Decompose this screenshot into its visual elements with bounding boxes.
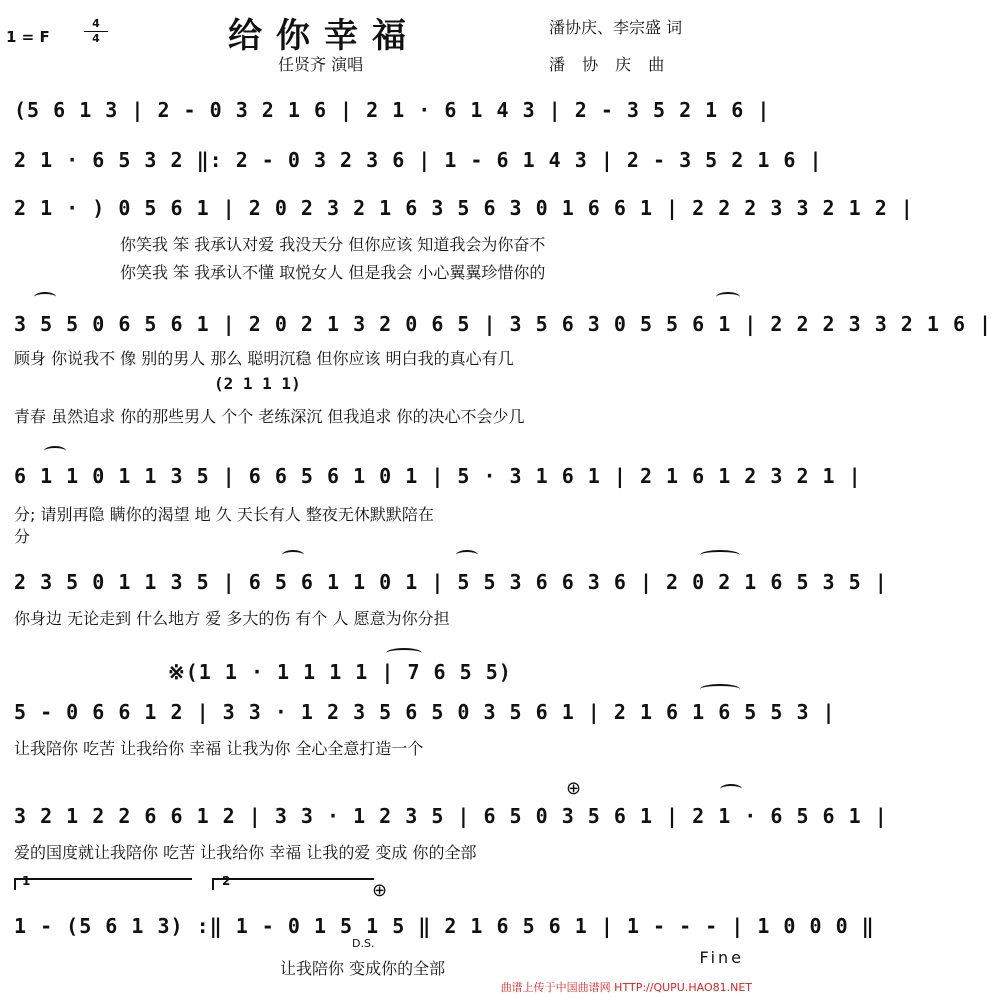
lyrics-line-5b: 分 <box>14 527 31 546</box>
time-signature-top: 4 <box>92 17 100 30</box>
volta-2-bracket <box>212 878 374 890</box>
lyrics-line-5a: 分; 请别再隐 瞒你的渴望 地 久 天长有人 整夜无休默默陪在 <box>14 505 434 524</box>
lyrics-line-4-variant: (2 1 1 1) <box>214 374 301 393</box>
tie-arc <box>456 550 478 560</box>
coda-icon: ⊕ <box>566 778 582 799</box>
score-line-7: 5 - 0 6 6 1 2 | 3 3 · 1 2 3 5 6 5 0 3 5 6 1 | 2 1 6 1 6 5 5 3 | <box>14 700 836 724</box>
tie-arc <box>716 292 740 302</box>
tie-arc <box>282 550 304 560</box>
score-line-9: 1 - (5 6 1 3) :‖ 1 - 0 1 5 1 5 ‖ 2 1 6 5 6 1 | 1 - - - | 1 0 0 0 ‖ <box>14 914 875 938</box>
lyrics-line-6: 你身边 无论走到 什么地方 爱 多大的伤 有个 人 愿意为你分担 <box>14 609 450 628</box>
tie-arc <box>720 784 742 794</box>
volta-1-bracket <box>14 878 192 890</box>
singer: 任贤齐 演唱 <box>278 55 364 74</box>
tie-arc <box>44 446 66 456</box>
volta-2-label: 2 <box>222 874 231 888</box>
tie-arc <box>700 550 740 560</box>
score-line-4: 3 5 5 0 6 5 6 1 | 2 0 2 1 3 2 0 6 5 | 3 5 6 3 0 5 5 6 1 | 2 2 2 3 3 2 1 6 | <box>14 312 992 336</box>
lyrics-line-3b: 你笑我 笨 我承认不懂 取悦女人 但是我会 小心翼翼珍惜你的 <box>120 263 546 282</box>
score-line-3: 2 1 · ) 0 5 6 1 | 2 0 2 3 2 1 6 3 5 6 3 0 1 6 6 1 | 2 2 2 3 3 2 1 2 | <box>14 196 914 220</box>
score-line-6: 2 3 5 0 1 1 3 5 | 6 5 6 1 1 0 1 | 5 5 3 6 6 3 6 | 2 0 2 1 6 5 3 5 | <box>14 570 888 594</box>
coda-icon-2: ⊕ <box>372 880 388 901</box>
lyrics-line-8: 爱的国度就让我陪你 吃苦 让我给你 幸福 让我的爱 变成 你的全部 <box>14 843 477 862</box>
score-line-7-variant: ※(1 1 · 1 1 1 1 | 7 6 5 5) <box>168 660 512 684</box>
lyrics-line-3a: 你笑我 笨 我承认对爱 我没天分 但你应该 知道我会为你奋不 <box>120 235 546 254</box>
tie-arc <box>34 292 56 302</box>
watermark-footer: 曲谱上传于中国曲谱网 HTTP://QUPU.HAO81.NET <box>500 981 752 994</box>
volta-1-label: 1 <box>22 874 31 888</box>
tie-arc <box>700 684 740 694</box>
time-signature-bottom: 4 <box>92 32 100 45</box>
lyrics-line-4b: 青春 虽然追求 你的那些男人 个个 老练深沉 但我追求 你的决心不会少几 <box>14 407 525 426</box>
score-line-5: 6 1 1 0 1 1 3 5 | 6 6 5 6 1 0 1 | 5 · 3 1 6 1 | 2 1 6 1 2 3 2 1 | <box>14 464 862 488</box>
score-line-8: 3 2 1 2 2 6 6 1 2 | 3 3 · 1 2 3 5 | 6 5 0 3 5 6 1 | 2 1 · 6 5 6 1 | <box>14 804 888 828</box>
key-signature: 1 = F <box>6 28 50 46</box>
time-signature <box>84 18 108 45</box>
ds-marking: D.S. <box>352 937 375 950</box>
lyrics-line-4a: 顾身 你说我不 像 别的男人 那么 聪明沉稳 但你应该 明白我的真心有几 <box>14 349 514 368</box>
score-line-1: (5 6 1 3 | 2 - 0 3 2 1 6 | 2 1 · 6 1 4 3 | 2 - 3 5 2 1 6 | <box>14 98 771 122</box>
composer: 潘 协 庆 曲 <box>549 55 671 74</box>
fine-marking: Fine <box>699 948 744 967</box>
lyrics-line-9: 让我陪你 变成你的全部 <box>280 959 446 978</box>
score-line-2: 2 1 · 6 5 3 2 ‖: 2 - 0 3 2 3 6 | 1 - 6 1 4 3 | 2 - 3 5 2 1 6 | <box>14 148 823 172</box>
song-title: 给你幸福 <box>228 16 420 56</box>
lyricist: 潘协庆、李宗盛 词 <box>549 18 683 37</box>
tie-arc <box>386 648 422 658</box>
lyrics-line-7: 让我陪你 吃苦 让我给你 幸福 让我为你 全心全意打造一个 <box>14 739 424 758</box>
